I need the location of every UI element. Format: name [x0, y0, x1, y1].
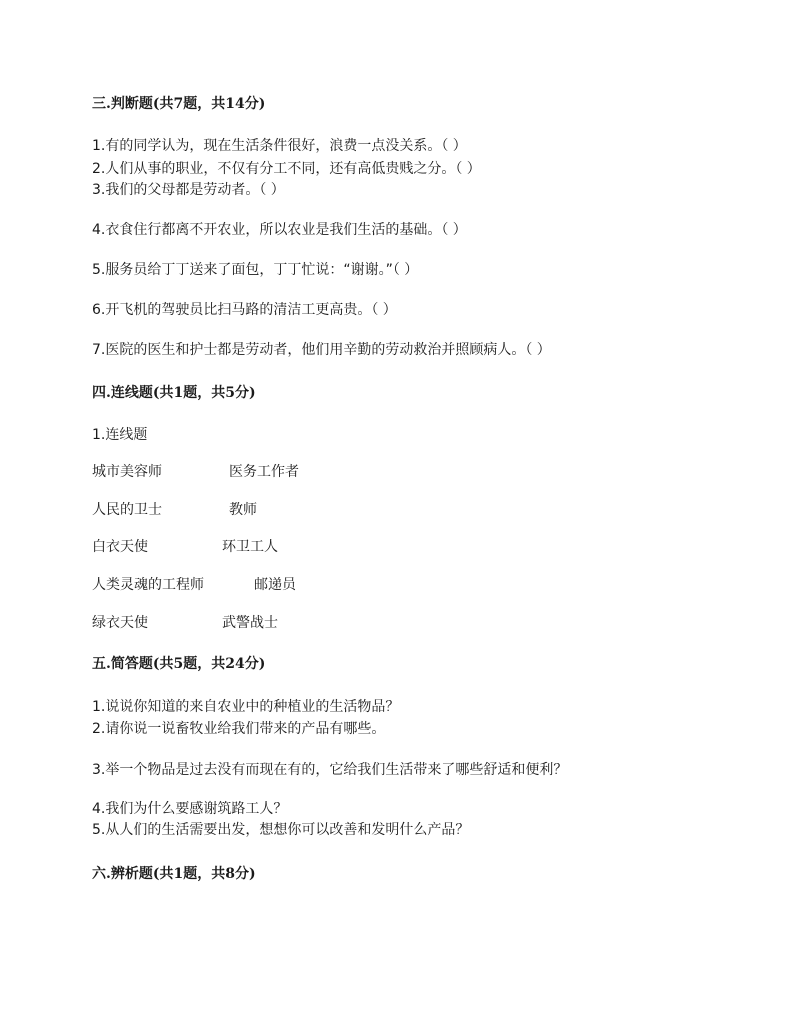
question-5-5: 5.从人们的生活需要出发，想想你可以改善和发明什么产品？ — [92, 822, 470, 838]
match-left-item: 人类灵魂的工程师 — [92, 577, 204, 593]
question-4-1: 1.连线题 — [92, 427, 148, 443]
question-3-5: 5.服务员给丁丁送来了面包，丁丁忙说：“谢谢。”（ ） — [92, 262, 419, 278]
question-5-3: 3.举一个物品是过去没有而现在有的，它给我们生活带来了哪些舒适和便利？ — [92, 762, 568, 778]
question-3-1: 1.有的同学认为，现在生活条件很好，浪费一点没关系。（ ） — [92, 138, 467, 154]
match-left-item: 绿衣天使 — [92, 615, 148, 631]
question-5-2: 2.请你说一说畜牧业给我们带来的产品有哪些。 — [92, 721, 386, 737]
question-3-7: 7.医院的医生和护士都是劳动者，他们用辛勤的劳动救治并照顾病人。（ ） — [92, 342, 551, 358]
match-right-item: 教师 — [229, 502, 257, 518]
match-left-item: 城市美容师 — [92, 464, 162, 480]
match-right-item: 环卫工人 — [222, 539, 278, 555]
section-6-heading: 六.辨析题(共1题，共8分) — [92, 866, 256, 882]
question-3-6: 6.开飞机的驾驶员比扫马路的清洁工更高贵。（ ） — [92, 302, 397, 318]
match-left-item: 白衣天使 — [92, 539, 148, 555]
match-right-item: 武警战士 — [222, 615, 278, 631]
question-5-1: 1.说说你知道的来自农业中的种植业的生活物品？ — [92, 699, 400, 715]
section-3-heading: 三.判断题(共7题，共14分) — [92, 96, 266, 112]
question-3-4: 4.衣食住行都离不开农业，所以农业是我们生活的基础。（ ） — [92, 222, 467, 238]
section-4-heading: 四.连线题(共1题，共5分) — [92, 385, 256, 401]
question-3-3: 3.我们的父母都是劳动者。（ ） — [92, 182, 285, 198]
question-3-2: 2.人们从事的职业，不仅有分工不同，还有高低贵贱之分。（ ） — [92, 161, 481, 177]
question-5-4: 4.我们为什么要感谢筑路工人？ — [92, 801, 288, 817]
match-right-item: 邮递员 — [254, 577, 296, 593]
match-right-item: 医务工作者 — [229, 464, 299, 480]
section-5-heading: 五.简答题(共5题，共24分) — [92, 656, 266, 672]
match-left-item: 人民的卫士 — [92, 502, 162, 518]
